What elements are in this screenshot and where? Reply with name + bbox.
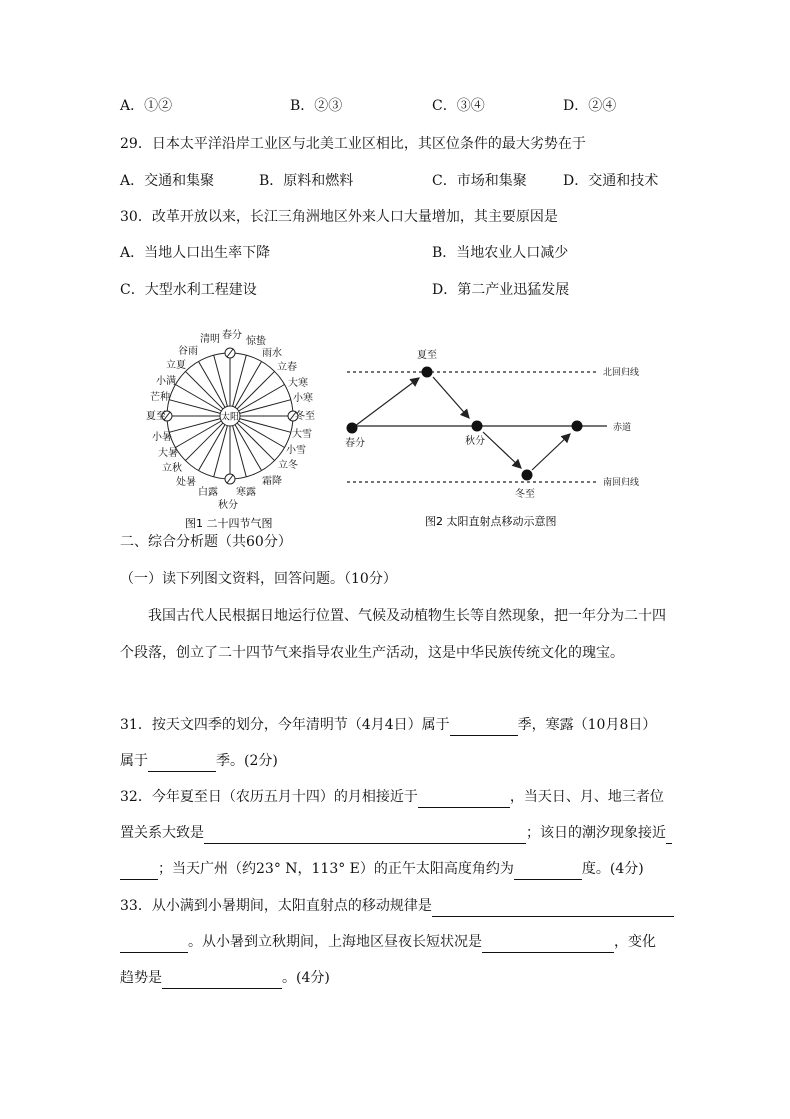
term-shuangjiang: 霜降 [262, 476, 282, 487]
figure2-subsolar-point-diagram [345, 342, 675, 534]
wheel-spoke [185, 423, 222, 460]
q33-blank-trend[interactable] [162, 972, 282, 989]
term-xiaoman: 小满 [156, 376, 176, 387]
term-lichun: 立春 [277, 362, 297, 373]
wheel-spoke [237, 371, 274, 408]
label-dongzhi: 冬至 [515, 489, 535, 500]
q32-line1 [120, 786, 664, 808]
q33-blank-movement-pattern[interactable] [432, 900, 674, 917]
term-daxue: 大雪 [292, 429, 312, 440]
figure1-sun-label: 太阳 [220, 412, 240, 423]
point-next-chunfen [572, 421, 583, 432]
term-mangzhong: 芒种 [150, 392, 170, 403]
q31-text-d: 季。(2分) [216, 753, 278, 769]
term-lidong: 立冬 [278, 460, 298, 471]
figure1-caption: 图1 二十四节气图 [185, 517, 273, 530]
q33-text-c: ，变化 [614, 934, 656, 950]
q33-line1 [120, 895, 674, 917]
q31-blank-qingming-season[interactable] [450, 719, 518, 736]
q32-blank-solar-altitude[interactable] [514, 863, 582, 880]
q29-option-b: B．原料和燃料 [259, 173, 354, 189]
q31-text-b: 季，寒露（10月8日） [517, 717, 657, 733]
q31-blank-hanlu-season[interactable] [148, 755, 216, 772]
q30-option-d: D．第二产业迅猛发展 [432, 282, 570, 298]
q28-option-c: C．③④ [432, 98, 485, 114]
term-jingzhe: 惊蛰 [246, 336, 266, 347]
term-xiazhi: 夏至 [146, 411, 166, 422]
q32-text-b: ，当天日、月、地三者位 [509, 789, 664, 805]
term-dahan: 大寒 [288, 378, 308, 389]
q32-blank-tide[interactable] [120, 863, 158, 880]
label-tropic-of-cancer: 北回归线 [603, 368, 640, 378]
q30-option-a: A．当地人口出生率下降 [120, 245, 271, 261]
q32-blank-position-relation[interactable] [204, 827, 526, 844]
label-chunfen: 春分 [345, 438, 365, 449]
q33-line2 [120, 931, 656, 953]
q28-option-a: A．①② [120, 98, 173, 114]
term-lixia: 立夏 [166, 360, 186, 371]
q31-text-c: 属于 [120, 753, 148, 769]
point-qiufen [472, 421, 483, 432]
q32-text-e: ；当天广州（约23° N，113° E）的正午太阳高度角约为 [158, 861, 514, 877]
label-qiufen: 秋分 [465, 436, 485, 447]
q31-line2 [120, 750, 278, 772]
term-chunfen: 春分 [222, 330, 242, 341]
q33-blank-day-night[interactable] [482, 936, 614, 953]
q30-stem: 30．改革开放以来，长江三角洲地区外来人口大量增加，其主要原因是 [120, 209, 558, 225]
q33-text-b: 。从小暑到立秋期间，上海地区昼夜长短状况是 [188, 934, 482, 950]
q29-option-a: A．交通和集聚 [120, 173, 215, 189]
term-qingming: 清明 [200, 334, 220, 345]
q32-blank-moon-phase[interactable] [418, 791, 510, 808]
term-chushu: 处暑 [176, 477, 196, 488]
figure2-caption: 图2 太阳直射点移动示意图 [425, 515, 557, 528]
q32-text-d: ；该日的潮汐现象接近 [526, 825, 666, 841]
q33-text-d: 趋势是 [120, 970, 162, 986]
q33-text-a: 33．从小满到小暑期间，太阳直射点的移动规律是 [120, 898, 432, 914]
term-hanlu: 寒露 [236, 487, 256, 498]
term-xiaohan: 小寒 [293, 393, 313, 404]
q30-option-c: C．大型水利工程建设 [120, 282, 257, 298]
term-xiaoxue: 小雪 [286, 445, 306, 456]
q32-blank-tide-start[interactable] [666, 827, 672, 844]
section2-title: 二、综合分析题（共60分） [120, 534, 292, 550]
q32-text-c: 置关系大致是 [120, 825, 204, 841]
term-bailu: 白露 [198, 487, 218, 498]
q33-text-e: 。(4分) [282, 970, 330, 986]
q29-option-d: D．交通和技术 [563, 173, 659, 189]
q32-text-a: 32．今年夏至日（农历五月十四）的月相接近于 [120, 789, 418, 805]
part1-paragraph-line2: 个段落，创立了二十四节气来指导农业生产活动，这是中华民族传统文化的瑰宝。 [120, 645, 624, 661]
part1-paragraph-line1: 我国古代人民根据日地运行位置、气候及动植物生长等自然现象，把一年分为二十四 [148, 608, 666, 624]
q28-option-b: B．②③ [290, 98, 343, 114]
term-guyu: 谷雨 [178, 346, 198, 357]
point-chunfen [347, 423, 358, 434]
q30-option-b: B．当地农业人口减少 [432, 245, 569, 261]
term-xiaoshu: 小暑 [152, 432, 172, 443]
term-liqiu: 立秋 [162, 463, 182, 474]
q33-blank-movement-pattern-cont[interactable] [120, 936, 188, 953]
point-xiazhi [422, 367, 433, 378]
wheel-spoke [237, 423, 274, 460]
q32-line3 [120, 858, 644, 880]
q31-line1 [120, 714, 656, 736]
q31-text-a: 31．按天文四季的划分，今年清明节（4月4日）属于 [120, 717, 450, 733]
part1-title: （一）读下列图文资料，回答问题。（10分） [120, 571, 397, 587]
q28-option-d: D．②④ [563, 98, 617, 114]
q29-option-c: C．市场和集聚 [432, 173, 527, 189]
figure1-solar-terms-diagram [140, 324, 330, 534]
q29-stem: 29．日本太平洋沿岸工业区与北美工业区相比，其区位条件的最大劣势在于 [120, 136, 586, 152]
label-equator: 赤道 [613, 423, 632, 433]
wheel-spoke [185, 371, 222, 408]
point-dongzhi [522, 470, 533, 481]
q32-text-f: 度。(4分) [581, 861, 644, 877]
term-yushui: 雨水 [262, 348, 282, 359]
q33-line3 [120, 967, 330, 989]
term-dongzhi: 冬至 [295, 411, 315, 422]
q32-line2 [120, 822, 672, 844]
label-xiazhi: 夏至 [417, 350, 437, 361]
term-qiufen: 秋分 [218, 500, 238, 511]
label-tropic-of-capricorn: 南回归线 [603, 478, 640, 488]
term-dashu: 大暑 [158, 448, 178, 459]
